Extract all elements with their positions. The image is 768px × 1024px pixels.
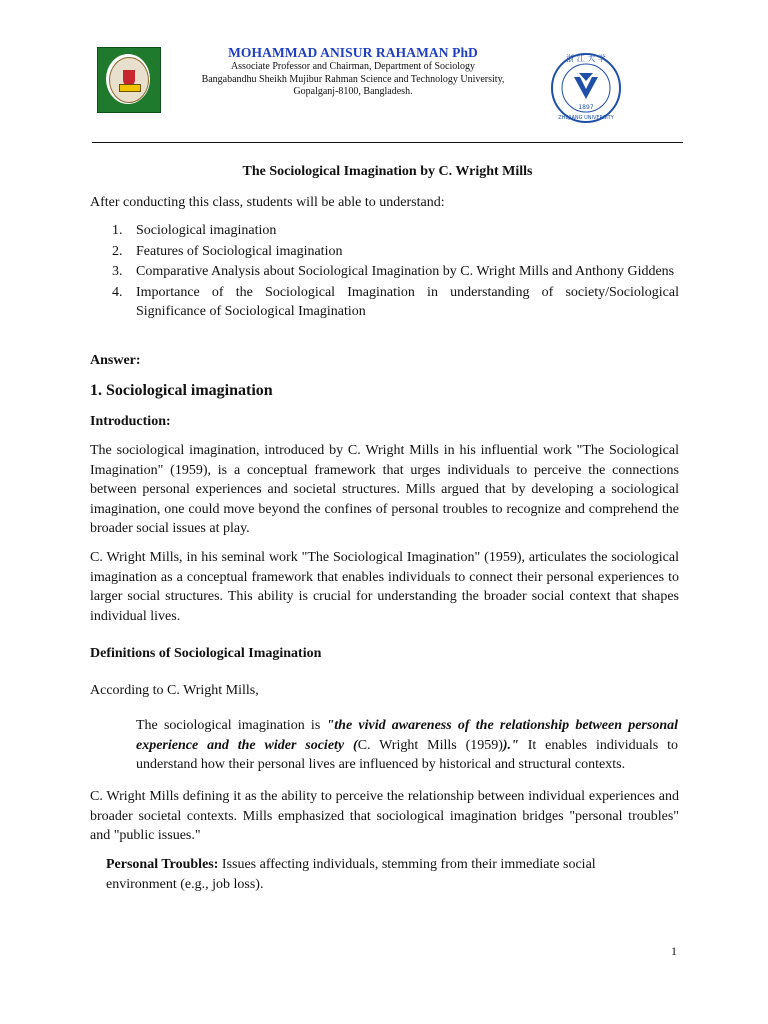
author-name: MOHAMMAD ANISUR RAHAMAN PhD	[228, 45, 478, 60]
second-paragraph: C. Wright Mills, in his seminal work "The Sociological Imagination" (1959), articulates the sociological imagination as a conceptual framework that enables individuals to connect their personal experiences to larger social structures. This ability is crucial for understanding the broader social context that shapes individual lives.	[90, 550, 679, 624]
logo-inner-seal	[106, 54, 150, 104]
seal-english-text: ZHEJIANG UNIVERSITY	[558, 115, 614, 121]
document-title: The Sociological Imagination by C. Wright Mills	[242, 164, 533, 179]
logo-ring	[109, 57, 149, 103]
page-number: 1	[671, 944, 677, 958]
objective-item: 1. Sociological imagination	[112, 223, 277, 238]
answer-label: Answer:	[90, 353, 141, 368]
logo-book-icon	[119, 84, 141, 92]
intro-paragraph: The sociological imagination, introduced by C. Wright Mills in his influential work "The Sociological Imagination" (1959), is a conceptual framework that urges individuals to perceive the connections between personal experiences and societal structures. Mills argued that by developing a sociological imagination, one could move beyond the confines of personal troubles to recognize and comprehend the broader social issues at play.	[90, 443, 679, 536]
author-address: Gopalganj-8100, Bangladesh.	[293, 86, 413, 97]
author-position: Associate Professor and Chairman, Department of Sociology	[230, 61, 476, 72]
third-paragraph: C. Wright Mills defining it as the ability to perceive the relationship between individual experiences and broader societal contexts. Mills emphasized that sociological imagination bridges "personal troubles" and "public issues."	[90, 789, 679, 843]
objective-item: 4. Importance of the Sociological Imagination in understanding of society/Sociological Significance of Sociological Imagination	[112, 284, 679, 319]
section-heading: 1. Sociological imagination	[90, 382, 273, 399]
personal-troubles: Personal Troubles: Issues affecting individuals, stemming from their immediate social environment (e.g., job loss).	[106, 857, 596, 892]
letterhead	[170, 45, 536, 99]
seal-chinese-text: 浙 江 大 学	[566, 54, 606, 63]
objectives-intro: After conducting this class, students will be able to understand:	[90, 195, 445, 210]
objectives-list	[90, 221, 679, 323]
definitions-heading: Definitions of Sociological Imagination	[90, 646, 322, 661]
introduction-label: Introduction:	[90, 414, 171, 429]
author-university: Bangabandhu Sheikh Mujibur Rahman Science and Technology University,	[201, 73, 505, 85]
university-logo-right	[534, 47, 648, 129]
seal-year: 1897	[578, 104, 594, 111]
objective-item: 3. Comparative Analysis about Sociological Imagination by C. Wright Mills and Anthony Giddens	[112, 264, 675, 279]
definition-quote: The sociological imagination is "the vivid awareness of the relationship between personal experience and the wider society (C. Wright Mills (1959))." It enables individuals to understand how their personal lives are influenced by historical and structural contexts.	[136, 718, 679, 772]
objective-item: 2. Features of Sociological imagination	[112, 243, 343, 259]
according-line: According to C. Wright Mills,	[90, 683, 259, 698]
header-divider	[92, 142, 683, 143]
university-logo-left	[97, 47, 161, 113]
